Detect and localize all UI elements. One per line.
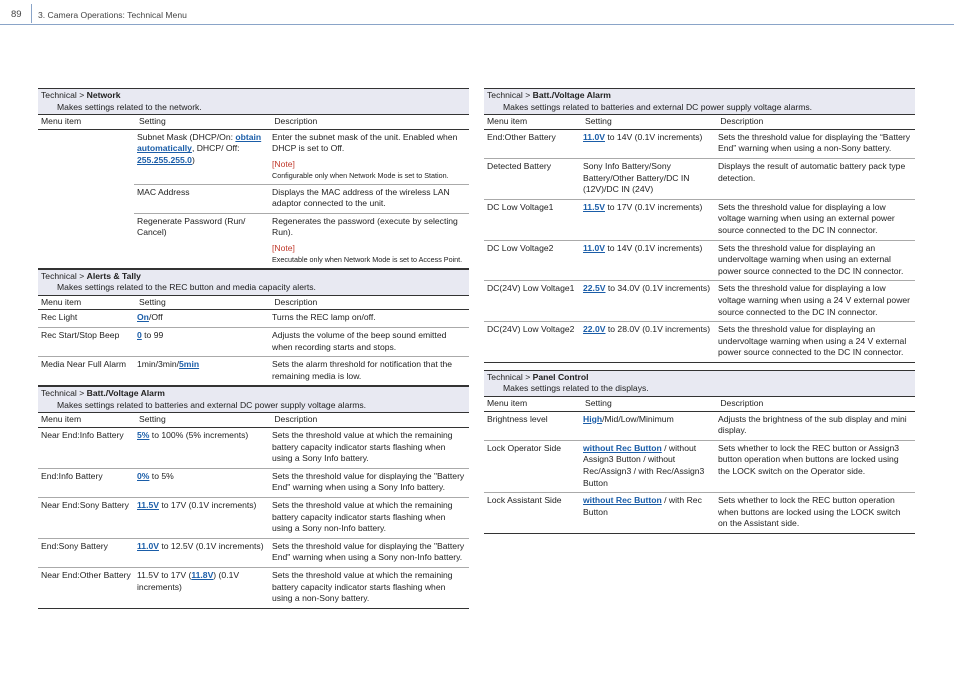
page-number: 89 bbox=[11, 9, 22, 20]
right-column bbox=[484, 88, 915, 534]
setting-cell: 11.0V to 14V (0.1V increments) bbox=[583, 242, 703, 253]
left-column bbox=[38, 88, 469, 609]
setting-cell: 11.0V to 12.5V (0.1V increments) bbox=[137, 540, 264, 551]
table-row bbox=[134, 184, 469, 213]
default-value: 255.255.255.0 bbox=[137, 154, 192, 165]
menu-item-cell: DC(24V) Low Voltage2 bbox=[487, 324, 575, 335]
default-value: 22.5V bbox=[583, 283, 606, 294]
setting-cell: 0 to 99 bbox=[137, 329, 164, 340]
col-menu-item: Menu item bbox=[487, 398, 528, 409]
section-prefix: Technical > bbox=[41, 90, 87, 100]
description-cell: Sets the alarm threshold for notification that the remaining media is low. bbox=[272, 359, 453, 381]
setting-cell: High/Mid/Low/Minimum bbox=[583, 413, 674, 424]
batt-right-rows bbox=[484, 130, 915, 363]
setting-cell: Regenerate Password (Run/ Cancel) bbox=[137, 215, 246, 238]
table-row bbox=[134, 130, 469, 184]
table-row bbox=[38, 498, 469, 539]
description-cell: Displays the MAC address of the wireless LAN adaptor connected to the unit. bbox=[272, 186, 450, 209]
batt-section-header bbox=[484, 88, 915, 114]
table-row bbox=[38, 428, 469, 469]
menu-item-cell: End:Sony Battery bbox=[41, 540, 108, 551]
description-cell: Sets the threshold value for displaying a low voltage warning when using a 24 V external power source connected to the DC IN connector. bbox=[718, 283, 911, 317]
default-value: 11.5V bbox=[137, 500, 159, 511]
col-setting: Setting bbox=[584, 116, 612, 127]
menu-item-cell: Rec Start/Stop Beep bbox=[41, 329, 120, 340]
setting-cell: On/Off bbox=[137, 312, 163, 323]
col-menu-item: Menu item bbox=[41, 414, 82, 425]
default-value: 0% bbox=[137, 470, 150, 481]
table-row bbox=[38, 568, 469, 609]
col-description: Description bbox=[274, 116, 318, 127]
description-cell: Sets the threshold value for displaying an undervoltage warning when using an external power source connected to the DC IN connector. bbox=[718, 242, 904, 276]
setting-cell: 11.5V to 17V (0.1V increments) bbox=[583, 201, 703, 212]
section-title: Batt./Voltage Alarm bbox=[532, 90, 611, 100]
default-value: 5min bbox=[179, 359, 200, 370]
setting-cell: without Rec Button / with Rec Button bbox=[583, 495, 702, 517]
default-value: 11.0V bbox=[137, 540, 159, 551]
section-description: Makes settings related to the REC button and media capacity alerts. bbox=[57, 282, 316, 293]
batt-left-rows bbox=[38, 428, 469, 609]
col-description: Description bbox=[720, 116, 764, 127]
section-title: Panel Control bbox=[532, 371, 589, 382]
chapter-title: 3. Camera Operations: Technical Menu bbox=[38, 10, 187, 20]
description-cell: Sets the threshold value for displaying an undervoltage warning when using a 24 V external power source connected to the DC IN connector. bbox=[718, 324, 907, 358]
default-value: without Rec Button bbox=[583, 442, 662, 453]
description-cell: Sets whether to lock the REC button operation when buttons are locked using the LOCK switch on the Assistant side. bbox=[718, 495, 901, 529]
network-rows bbox=[38, 130, 469, 269]
description-cell: Adjusts the volume of the beep sound emitted when recording starts and stops. bbox=[272, 329, 447, 352]
section-title: Network bbox=[86, 90, 121, 100]
section-prefix: Technical > bbox=[487, 371, 533, 382]
description-cell: Turns the REC lamp on/off. bbox=[272, 312, 376, 323]
alerts-rows bbox=[38, 310, 469, 386]
setting-cell: 11.0V to 14V (0.1V increments) bbox=[583, 131, 703, 142]
description-cell: Sets whether to lock the REC button or Assign3 button operation when buttons are locked using the LOCK switch on the Operator side. bbox=[718, 442, 900, 477]
default-value: On bbox=[137, 312, 149, 323]
section-description: Makes settings related to batteries and external DC power supply voltage alarms. bbox=[57, 399, 367, 410]
col-setting: Setting bbox=[584, 398, 612, 409]
col-description: Description bbox=[720, 398, 764, 409]
section-prefix: Technical > bbox=[487, 90, 533, 100]
section-title: Batt./Voltage Alarm bbox=[86, 388, 165, 399]
description-cell: Enter the subnet mask of the unit. Enabled when DHCP is set to Off. [Note] Configurable only when Network Mode is set to Station. bbox=[269, 130, 469, 184]
section-description: Makes settings related to batteries and external DC power supply voltage alarms. bbox=[503, 101, 813, 112]
setting-cell: 11.5V to 17V (11.8V) (0.1V increments) bbox=[137, 570, 240, 592]
table-row bbox=[484, 281, 915, 322]
table-row bbox=[484, 200, 915, 241]
description-cell: Sets the threshold value for displaying a low voltage warning when using an external power source connected to the DC IN connector. bbox=[718, 201, 895, 235]
description-cell: Sets the threshold value for displaying the “Battery End” warning when using a non-Sony battery. bbox=[718, 131, 911, 154]
network-section-header bbox=[38, 88, 469, 114]
setting-cell: 22.5V to 34.0V (0.1V increments) bbox=[583, 283, 711, 294]
column-header bbox=[38, 412, 469, 428]
column-header bbox=[484, 114, 915, 130]
table-row bbox=[38, 469, 469, 498]
menu-item-cell: Lock Assistant Side bbox=[487, 495, 562, 506]
menu-item-cell: Near End:Sony Battery bbox=[41, 500, 129, 511]
description-cell: Sets the threshold value at which the remaining battery capacity indicator starts flashing when using a non-Sony battery. bbox=[272, 570, 453, 604]
col-menu-item: Menu item bbox=[487, 116, 528, 127]
header-divider bbox=[31, 4, 32, 23]
column-header bbox=[38, 295, 469, 311]
section-description: Makes settings related to the network. bbox=[57, 101, 202, 112]
panel-rows bbox=[484, 412, 915, 534]
menu-item-cell: Detected Battery bbox=[487, 160, 552, 171]
table-row bbox=[484, 130, 915, 159]
description-cell: Displays the result of automatic battery pack type detection. bbox=[718, 160, 906, 183]
setting-cell: 1min/3min/5min bbox=[137, 359, 200, 370]
description-cell: Regenerates the password (execute by selecting Run). [Note] Executable only when Network Mode is set to Access Point. bbox=[269, 214, 469, 268]
col-description: Description bbox=[274, 414, 318, 425]
note-label: [Note] bbox=[272, 242, 295, 253]
menu-item-cell: DC Low Voltage2 bbox=[487, 242, 554, 253]
description-cell: Sets the threshold value for displaying the "Battery End" warning when using a Sony non-Info battery. bbox=[272, 540, 465, 563]
menu-item-cell: Lock Operator Side bbox=[487, 442, 562, 453]
default-value: 5% bbox=[137, 430, 150, 441]
setting-cell: 22.0V to 28.0V (0.1V increments) bbox=[583, 324, 711, 335]
default-value: High bbox=[583, 413, 603, 424]
default-value: obtain automatically bbox=[137, 131, 262, 154]
batt-section-header bbox=[38, 386, 469, 412]
section-description: Makes settings related to the displays. bbox=[503, 383, 649, 394]
page-header bbox=[0, 0, 954, 25]
description-cell: Sets the threshold value at which the remaining battery capacity indicator starts flashing when using a Sony Info battery. bbox=[272, 430, 453, 464]
panel-section-header bbox=[484, 370, 915, 396]
default-value: 11.0V bbox=[583, 242, 605, 253]
description-cell: Adjusts the brightness of the sub display and mini display. bbox=[718, 413, 907, 436]
table-row bbox=[484, 159, 915, 200]
table-row bbox=[38, 539, 469, 568]
setting-cell: MAC Address bbox=[137, 186, 190, 197]
table-row bbox=[38, 357, 469, 386]
note-text: Configurable only when Network Mode is set to Station. bbox=[272, 170, 449, 180]
setting-cell: Sony Info Battery/Sony Battery/Other Battery/DC IN (12V)/DC IN (24V) bbox=[583, 160, 690, 195]
section-prefix: Technical > bbox=[41, 388, 87, 399]
menu-cell-empty bbox=[38, 130, 134, 268]
table-row bbox=[484, 441, 915, 493]
table-row bbox=[484, 322, 915, 363]
column-header bbox=[38, 114, 469, 130]
description-cell: Sets the threshold value for displaying the "Battery End" warning when using a Sony Info battery. bbox=[272, 470, 465, 493]
setting-cell: 11.5V to 17V (0.1V increments) bbox=[137, 500, 257, 511]
col-setting: Setting bbox=[138, 116, 166, 127]
menu-item-cell: DC Low Voltage1 bbox=[487, 201, 554, 212]
setting-cell: Subnet Mask (DHCP/On: obtain automatically, DHCP/ Off: 255.255.255.0) bbox=[137, 131, 262, 165]
menu-item-cell: Brightness level bbox=[487, 413, 548, 424]
col-menu-item: Menu item bbox=[41, 296, 82, 307]
col-setting: Setting bbox=[138, 414, 166, 425]
menu-item-cell: Rec Light bbox=[41, 312, 78, 323]
default-value: without Rec Button bbox=[583, 495, 662, 506]
col-description: Description bbox=[274, 296, 318, 307]
default-value: 22.0V bbox=[583, 324, 606, 335]
table-row bbox=[484, 412, 915, 441]
menu-item-cell: End:Info Battery bbox=[41, 470, 103, 481]
description-cell: Sets the threshold value at which the remaining battery capacity indicator starts flashing when using a Sony non-Info battery. bbox=[272, 500, 453, 534]
default-value: 11.0V bbox=[583, 131, 605, 142]
setting-cell: 0% to 5% bbox=[137, 470, 174, 481]
default-value: 0 bbox=[137, 329, 142, 340]
section-title: Alerts & Tally bbox=[86, 270, 141, 281]
col-setting: Setting bbox=[138, 296, 166, 307]
default-value: 11.8V bbox=[191, 570, 214, 580]
menu-item-cell: Media Near Full Alarm bbox=[41, 359, 127, 370]
column-header bbox=[484, 396, 915, 412]
menu-item-cell: Near End:Other Battery bbox=[41, 570, 131, 580]
setting-cell: 5% to 100% (5% increments) bbox=[137, 430, 249, 441]
setting-cell: without Rec Button / without Assign3 Button / without Rec/Assign3 / with Rec/Assign3 Button bbox=[583, 442, 705, 488]
table-row bbox=[38, 328, 469, 357]
note-text: Executable only when Network Mode is set to Access Point. bbox=[272, 254, 463, 264]
default-value: 11.5V bbox=[583, 201, 605, 212]
note-label: [Note] bbox=[272, 158, 295, 169]
table-row bbox=[38, 310, 469, 328]
alerts-section-header bbox=[38, 269, 469, 295]
table-row bbox=[134, 213, 469, 268]
section-prefix: Technical > bbox=[41, 270, 87, 281]
menu-item-cell: DC(24V) Low Voltage1 bbox=[487, 283, 575, 294]
table-row bbox=[484, 241, 915, 282]
menu-item-cell: Near End:Info Battery bbox=[41, 430, 124, 441]
col-menu-item: Menu item bbox=[41, 116, 82, 127]
table-row bbox=[484, 493, 915, 534]
menu-item-cell: End:Other Battery bbox=[487, 131, 556, 142]
